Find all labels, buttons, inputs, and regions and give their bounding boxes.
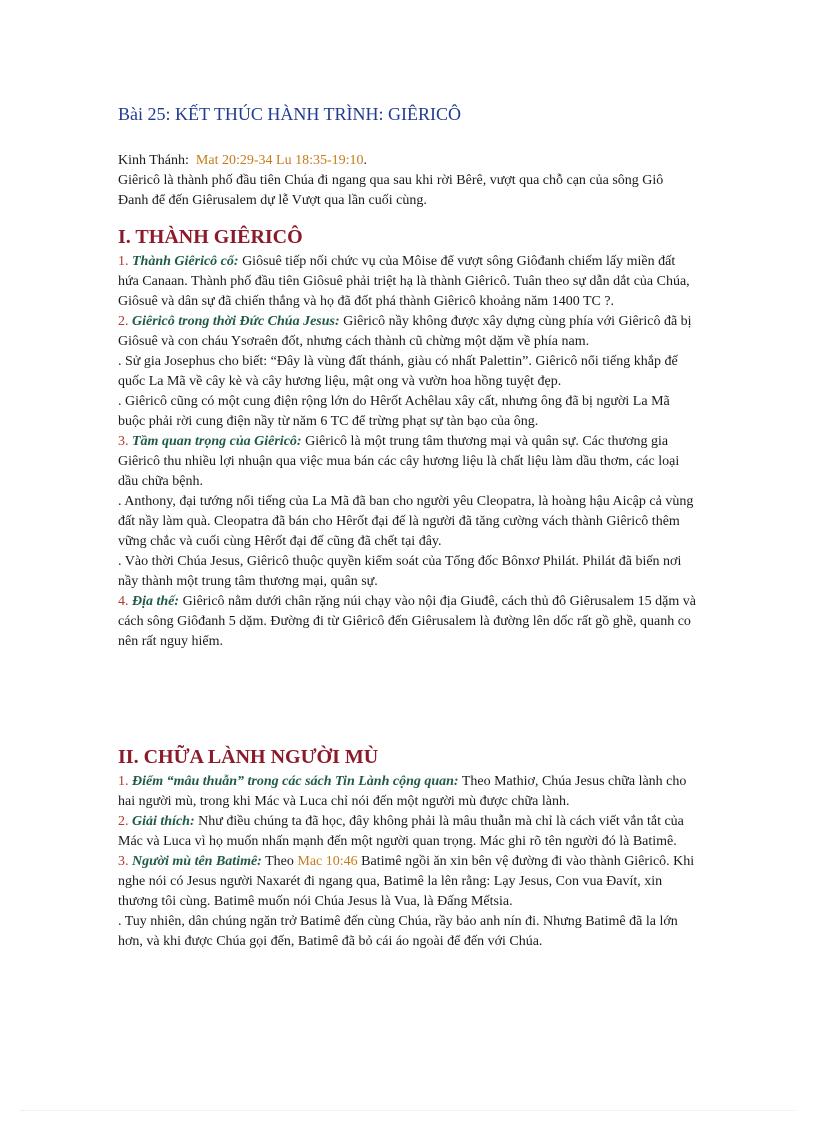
section-1-body [118, 252, 696, 652]
s2-p1-number: 1. [118, 774, 129, 789]
s1-paragraph-5 [118, 432, 696, 492]
s2-p3-scripture-ref: Mac 10:46 [297, 854, 358, 869]
s2-p1-lead: Điểm “mâu thuẫn” trong các sách Tin Lành cộng quan: [132, 774, 459, 789]
s1-p2-lead: Giêricô trong thời Đức Chúa Jesus: [132, 314, 340, 329]
intro-paragraph: Giêricô là thành phố đầu tiên Chúa đi ngang qua sau khi rời Bêrê, vượt qua chỗ cạn của sông Giô Đanh để đến Giêrusalem dự lễ Vượt qua lần cuối cùng. [118, 173, 664, 208]
s1-paragraph-2 [118, 312, 696, 352]
s1-paragraph-7: . Vào thời Chúa Jesus, Giêricô thuộc quyền kiểm soát của Tổng đốc Bônxơ Philát. Philát đã biến nơi nầy thành một trung tâm thương mại, quân sự. [118, 554, 682, 589]
section-2-body [118, 772, 696, 952]
s2-p1-text: Theo Mathiơ, Chúa Jesus chữa lành cho hai người mù, trong khi Mác và Luca chỉ nói đến một người mù được chữa lành. [118, 774, 687, 809]
s1-paragraph-4: . Giêricô cũng có một cung điện rộng lớn do Hêrốt Achêlau xây cất, nhưng ông đã bị người La Mã buộc phải rời cung điện nầy từ năm 6 TC để trừng phạt sự tàn bạo của ông. [118, 394, 670, 429]
s2-p2-number: 2. [118, 814, 129, 829]
s1-p8-number: 4. [118, 594, 129, 609]
scripture-end: . [363, 153, 368, 168]
s1-p2-text: Giêricô nầy không được xây dựng cùng phía với Giêricô đã bị Giôsuê và con cháu Ysơraên đốt, nhưng cách thành cũ chừng một dặm về phía nam. [118, 314, 692, 349]
s2-p2-text: Như điều chúng ta đã học, đây không phải là mâu thuẫn mà chỉ là cách viết vắn tắt của Mác và Luca vì họ muốn nhấn mạnh đến một người quan trọng. Mác ghi rõ tên người đó là Batimê. [118, 814, 684, 849]
s2-paragraph-1 [118, 772, 696, 812]
s1-paragraph-8 [118, 592, 696, 652]
s2-p3-number: 3. [118, 854, 129, 869]
s1-p5-lead: Tầm quan trọng của Giêricô: [132, 434, 302, 449]
scripture-ref-matthew: Mat 20:29-34 [195, 153, 273, 168]
section-1-heading: I. THÀNH GIÊRICÔ [118, 226, 303, 248]
s1-paragraph-6: . Anthony, đại tướng nổi tiếng của La Mã đã ban cho người yêu Cleopatra, là hoàng hậu Aicập cả vùng đất nầy làm quà. Cleopatra đã bán cho Hêrốt đại đế là người đã tăng cường vách thành Giêricô thêm vững chắc và cuối cùng Hêrốt đại đế cũng đã chết tại đây. [118, 494, 694, 549]
s1-p2-number: 2. [118, 314, 129, 329]
s1-paragraph-3: . Sử gia Josephus cho biết: “Đây là vùng đất thánh, giàu có nhất Palettin”. Giêricô nổi tiếng khắp đế quốc La Mã về cây kè và cây hương liệu, mật ong và vườn hoa hồng tuyệt đẹp. [118, 354, 678, 389]
s2-p3-text: Batimê ngồi ăn xin bên vệ đường đi vào thành Giêricô. Khi nghe nói có Jesus người Naxarét đi ngang qua, Batimê la lên rằng: Lạy Jesus, Con vua Đavít, xin thương tôi cùng. Batimê muốn nói Chúa Jesus là Vua, là Đấng Mếtsia. [118, 854, 695, 909]
s2-paragraph-2 [118, 812, 696, 852]
intro-block [118, 151, 696, 211]
s1-p1-text: Giôsuê tiếp nối chức vụ của Môise để vượt sông Giôđanh chiếm lấy miền đất hứa Canaan. Thành phố đầu tiên Giôsuê phải triệt hạ là thành Giêricô. Tuân theo sự dẫn dắt của Chúa, Giôsuê và dân sự đã chiến thắng và họ đã đốt phá thành Giêricô khoảng năm 1400 TC ?. [118, 254, 690, 309]
s2-p3-pre: Theo [261, 854, 298, 869]
lesson-title: Bài 25: KẾT THÚC HÀNH TRÌNH: GIÊRICÔ [118, 104, 461, 124]
s1-p5-number: 3. [118, 434, 129, 449]
s1-p1-number: 1. [118, 254, 129, 269]
s1-paragraph-1 [118, 252, 696, 312]
s2-paragraph-3 [118, 852, 696, 912]
s1-p8-lead: Địa thế: [132, 594, 180, 609]
s2-p3-lead: Người mù tên Batimê: [132, 854, 262, 869]
s2-paragraph-4: . Tuy nhiên, dân chúng ngăn trở Batimê đến cùng Chúa, rầy bảo anh nín đi. Nhưng Batimê đã la lớn hơn, và khi được Chúa gọi đến, Batimê đã bỏ cái áo ngoài để đến với Chúa. [118, 914, 678, 949]
section-2-heading: II. CHỮA LÀNH NGƯỜI MÙ [118, 746, 379, 768]
s1-p1-lead: Thành Giêricô cổ: [132, 254, 239, 269]
scripture-line [118, 151, 696, 171]
s2-p2-lead: Giải thích: [132, 814, 195, 829]
page-bottom-border [20, 1110, 796, 1111]
scripture-label: Kinh Thánh: [118, 153, 189, 168]
scripture-ref-luke: Lu 18:35-19:10 [276, 153, 364, 168]
s1-p5-text: Giêricô là một trung tâm thương mại và quân sự. Các thương gia Giêricô thu nhiều lợi nhuận qua việc mua bán các cây hương liệu là chất liệu làm dầu thơm, các loại dầu chữa bệnh. [118, 434, 680, 489]
s1-p8-text: Giêricô nằm dưới chân rặng núi chạy vào nội địa Giuđê, cách thủ đô Giêrusalem 15 dặm và cách sông Giôđanh 5 dặm. Đường đi từ Giêricô đến Giêrusalem là đường lên dốc rất gồ ghề, quanh co nên rất nguy hiểm. [118, 594, 696, 649]
